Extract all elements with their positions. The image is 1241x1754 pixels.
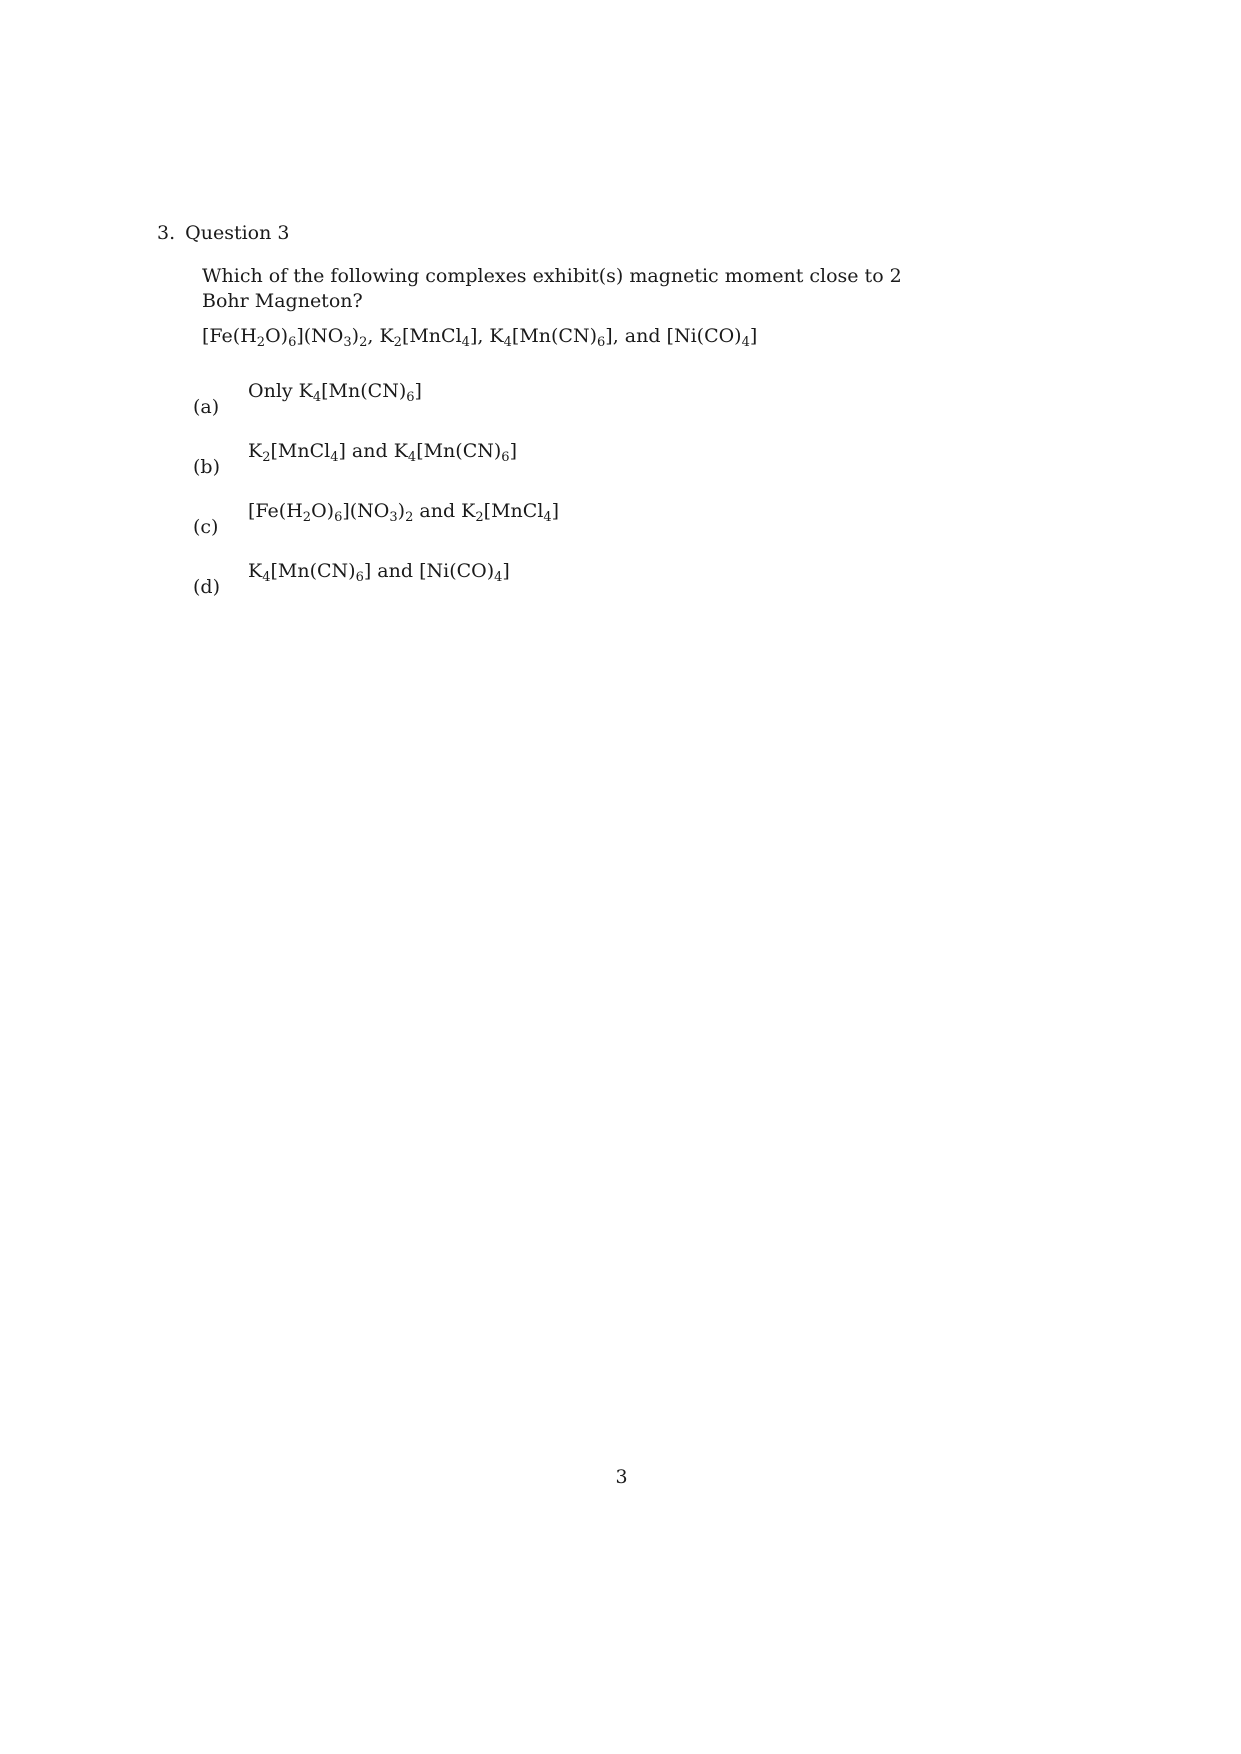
question-text-line-1: Which of the following complexes exhibit(s) magnetic moment close to 2 <box>202 265 902 287</box>
option-b-text: $K_2[MnCl_4]$ and $K_4[Mn(CN)_6]$ <box>248 440 517 465</box>
question-title: Question 3 <box>185 222 290 244</box>
option-c-label: (c) <box>193 516 219 538</box>
question-compounds: $[Fe(H_2O)_6](NO_3)_2$, $K_2[MnCl_4]$, $K_4[Mn(CN)_6]$, and $[Ni(CO)_4]$ <box>202 325 758 350</box>
page-number: 3 <box>615 1466 628 1488</box>
option-b-label: (b) <box>193 456 220 478</box>
question-text <box>202 264 902 314</box>
option-d-text: $K_4[Mn(CN)_6]$ and $[Ni(CO)_4]$ <box>248 560 510 585</box>
option-c-text: $[Fe(H_2O)_6](NO_3)_2$ and $K_2[MnCl_4]$ <box>248 500 560 525</box>
option-a-label: (a) <box>193 396 220 418</box>
option-d-label: (d) <box>193 576 220 598</box>
option-a-text: Only $K_4[Mn(CN)_6]$ <box>248 380 422 405</box>
question-text-line-2: Bohr Magneton? <box>202 290 363 312</box>
question-header <box>157 222 289 244</box>
question-number: 3. <box>157 222 176 244</box>
